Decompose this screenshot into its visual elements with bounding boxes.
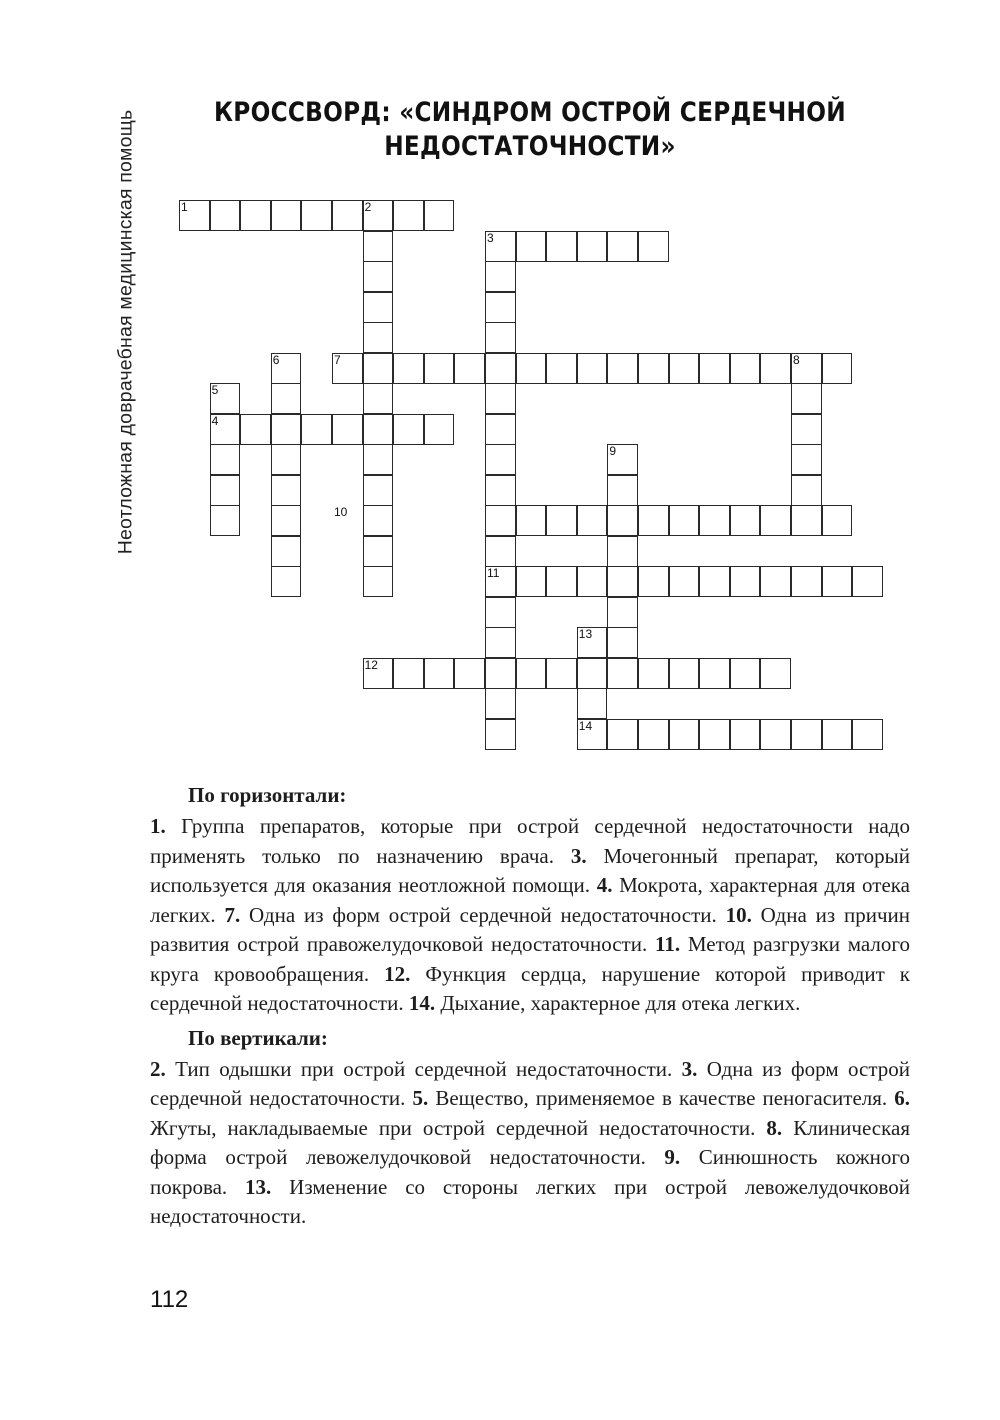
grid-cell[interactable]	[546, 658, 577, 689]
grid-cell[interactable]	[485, 292, 516, 323]
grid-cell[interactable]	[822, 353, 853, 384]
clue-number-label: 1	[181, 200, 188, 214]
clue-text: Вещество, применяемое в качестве пеногасителя.	[428, 1086, 895, 1110]
clue-number: 6.	[894, 1086, 910, 1110]
grid-cell[interactable]	[638, 353, 669, 384]
grid-cell[interactable]	[485, 719, 516, 750]
clue-text: Одна из причин развития острой правожелудочковой недостаточности.	[150, 902, 910, 956]
grid-cell[interactable]	[454, 353, 485, 384]
grid-cell[interactable]	[669, 719, 700, 750]
grid-cell[interactable]	[363, 475, 394, 506]
grid-cell[interactable]	[822, 719, 853, 750]
grid-cell[interactable]	[271, 566, 302, 597]
grid-cell[interactable]	[730, 658, 761, 689]
grid-cell[interactable]	[271, 505, 302, 536]
clues-section	[150, 780, 910, 1232]
grid-cell[interactable]	[822, 505, 853, 536]
grid-cell[interactable]	[760, 566, 791, 597]
grid-cell[interactable]	[485, 505, 516, 536]
grid-cell[interactable]	[577, 566, 608, 597]
grid-cell[interactable]	[332, 200, 363, 231]
grid-cell[interactable]	[271, 444, 302, 475]
grid-cell[interactable]	[638, 505, 669, 536]
grid-cell[interactable]	[516, 231, 547, 262]
grid-cell[interactable]	[363, 261, 394, 292]
grid-cell[interactable]	[516, 353, 547, 384]
grid-cell[interactable]	[485, 444, 516, 475]
clue-number: 2.	[150, 1056, 166, 1081]
grid-cell[interactable]	[791, 566, 822, 597]
grid-cell[interactable]	[363, 353, 394, 384]
clue-number-label: 2	[364, 200, 372, 214]
grid-cell[interactable]	[760, 353, 791, 384]
grid-cell[interactable]	[393, 414, 424, 445]
down-header: По вертикали:	[188, 1025, 328, 1050]
grid-cell[interactable]	[699, 353, 730, 384]
clue-number: 8.	[766, 1115, 783, 1140]
grid-cell[interactable]	[454, 658, 485, 689]
clue-number-label: 10	[334, 505, 348, 519]
across-header: По горизонтали:	[188, 783, 347, 807]
grid-cell[interactable]	[485, 536, 516, 567]
clue-number: 3.	[681, 1056, 698, 1081]
grid-cell[interactable]	[485, 414, 516, 445]
grid-cell[interactable]	[210, 200, 241, 231]
clue-number-label: 3	[487, 230, 494, 245]
clue-number: 11.	[655, 932, 681, 956]
grid-cell[interactable]	[791, 383, 822, 414]
grid-cell[interactable]	[332, 414, 363, 445]
grid-cell[interactable]	[485, 353, 516, 384]
grid-cell[interactable]	[730, 505, 761, 536]
clue-number-label: 12	[364, 657, 378, 672]
grid-cell[interactable]	[424, 353, 455, 384]
grid-cell[interactable]	[791, 444, 822, 475]
grid-cell[interactable]	[577, 505, 608, 536]
running-header: Неотложная доврачебная медицинская помощь	[114, 109, 137, 555]
grid-cell[interactable]	[760, 658, 791, 689]
grid-cell[interactable]	[516, 505, 547, 536]
clue-text: Жгуты, накладываемые при острой сердечной недостаточности.	[150, 1115, 767, 1140]
grid-cell[interactable]	[363, 231, 394, 262]
grid-cell[interactable]	[607, 597, 638, 628]
clue-number: 7.	[224, 902, 241, 927]
grid-cell[interactable]	[607, 566, 638, 597]
grid-cell[interactable]	[546, 505, 577, 536]
grid-cell[interactable]	[607, 627, 638, 658]
grid-cell[interactable]	[210, 475, 241, 506]
grid-cell[interactable]	[301, 414, 332, 445]
grid-cell[interactable]	[699, 505, 730, 536]
clue-number: 9.	[664, 1145, 681, 1169]
grid-cell[interactable]	[424, 414, 455, 445]
grid-cell[interactable]	[546, 231, 577, 262]
grid-cell[interactable]	[638, 231, 669, 262]
grid-cell[interactable]	[485, 475, 516, 506]
grid-cell[interactable]	[669, 353, 700, 384]
grid-cell[interactable]	[638, 658, 669, 689]
grid-cell[interactable]	[485, 627, 516, 658]
grid-cell[interactable]	[271, 536, 302, 567]
grid-cell[interactable]	[210, 505, 241, 536]
grid-cell[interactable]	[669, 566, 700, 597]
clue-text: Изменение со стороны легких при острой левожелудочковой недостаточности.	[150, 1174, 910, 1228]
grid-cell[interactable]	[791, 719, 822, 750]
grid-cell[interactable]	[607, 475, 638, 506]
clue-number: 1.	[150, 814, 166, 838]
grid-cell[interactable]	[546, 566, 577, 597]
grid-cell[interactable]	[822, 566, 853, 597]
grid-cell[interactable]	[607, 505, 638, 536]
clue-text: Одна из форм острой сердечной недостаточности.	[150, 1056, 910, 1110]
clue-number-label: 11	[487, 566, 500, 580]
clue-number-label: 7	[334, 352, 341, 367]
grid-cell[interactable]	[393, 353, 424, 384]
grid-cell[interactable]	[699, 719, 730, 750]
grid-cell[interactable]	[393, 200, 424, 231]
grid-cell[interactable]	[791, 505, 822, 536]
clue-number-label: 13	[578, 627, 593, 641]
grid-cell[interactable]	[485, 383, 516, 414]
grid-cell[interactable]	[760, 719, 791, 750]
grid-cell[interactable]	[607, 719, 638, 750]
grid-cell[interactable]	[240, 414, 271, 445]
across-clues	[150, 812, 910, 1019]
grid-cell[interactable]	[852, 566, 883, 597]
grid-cell[interactable]	[271, 200, 302, 231]
clue-number: 5.	[412, 1086, 429, 1110]
grid-cell[interactable]	[607, 658, 638, 689]
page-title-line-2: НЕДОСТАТОЧНОСТИ»	[384, 131, 676, 162]
clue-text: Одна из форм острой сердечной недостаточности.	[240, 902, 726, 927]
grid-cell[interactable]	[516, 658, 547, 689]
grid-cell[interactable]	[485, 322, 516, 353]
grid-cell[interactable]	[730, 566, 761, 597]
clue-number: 13.	[245, 1174, 272, 1199]
grid-cell[interactable]	[363, 292, 394, 323]
grid-cell[interactable]	[638, 566, 669, 597]
grid-cell[interactable]	[240, 200, 271, 231]
clue-text: Синюшность кожного покрова.	[150, 1145, 910, 1199]
grid-cell[interactable]	[271, 414, 302, 445]
grid-cell[interactable]	[516, 566, 547, 597]
grid-cell[interactable]	[363, 414, 394, 445]
clue-text: Метод разгрузки малого круга кровообращения.	[150, 932, 911, 986]
grid-cell[interactable]	[485, 658, 516, 689]
clue-number-label: 9	[609, 444, 617, 458]
clue-text: Мочегонный препарат, который используется для оказания неотложной помощи.	[150, 843, 910, 897]
grid-cell[interactable]	[852, 719, 883, 750]
grid-cell[interactable]	[301, 200, 332, 231]
grid-cell[interactable]	[791, 414, 822, 445]
clue-text: Клиническая форма острой левожелудочковой недостаточности.	[150, 1115, 910, 1169]
grid-cell[interactable]	[699, 658, 730, 689]
clue-number: 12.	[384, 961, 411, 986]
grid-cell[interactable]	[791, 475, 822, 506]
clue-number-label: 6	[272, 352, 280, 367]
grid-cell[interactable]	[669, 505, 700, 536]
grid-cell[interactable]	[730, 719, 761, 750]
clue-text: Дыхание, характерное для отека легких.	[435, 991, 801, 1015]
grid-cell[interactable]	[607, 231, 638, 262]
grid-cell[interactable]	[607, 536, 638, 567]
clue-text: Группа препаратов, которые при острой сердечной недостаточности надо применять только по назначению врача.	[150, 814, 910, 868]
grid-cell[interactable]	[424, 658, 455, 689]
grid-cell[interactable]	[485, 597, 516, 628]
clue-number: 3.	[570, 843, 587, 868]
grid-cell[interactable]	[638, 719, 669, 750]
clue-number-label: 14	[578, 718, 593, 733]
down-clues	[150, 1055, 910, 1232]
page-number: 112	[150, 1286, 189, 1313]
grid-cell[interactable]	[485, 688, 516, 719]
grid-cell[interactable]	[210, 444, 241, 475]
grid-cell[interactable]	[577, 231, 608, 262]
clue-number: 4.	[596, 873, 613, 897]
page-title-line-1: КРОССВОРД: «СИНДРОМ ОСТРОЙ СЕРДЕЧНОЙ	[214, 97, 846, 128]
clue-text: Мокрота, характерная для отека легких.	[150, 873, 910, 927]
grid-cell[interactable]	[730, 353, 761, 384]
grid-cell[interactable]	[424, 200, 455, 231]
grid-cell[interactable]	[577, 658, 608, 689]
grid-cell[interactable]	[363, 505, 394, 536]
grid-cell[interactable]	[760, 505, 791, 536]
clue-text: Функция сердца, нарушение которой приводит к сердечной недостаточности.	[150, 961, 910, 1015]
grid-cell[interactable]	[669, 658, 700, 689]
grid-cell[interactable]	[577, 353, 608, 384]
grid-cell[interactable]	[363, 566, 394, 597]
grid-cell[interactable]	[546, 353, 577, 384]
grid-cell[interactable]	[271, 475, 302, 506]
grid-cell[interactable]	[363, 444, 394, 475]
grid-cell[interactable]	[577, 688, 608, 719]
grid-cell[interactable]	[271, 383, 302, 414]
clue-number-label: 4	[211, 413, 219, 428]
clue-number-label: 5	[211, 383, 219, 397]
grid-cell[interactable]	[607, 353, 638, 384]
grid-cell[interactable]	[699, 566, 730, 597]
grid-cell[interactable]	[363, 322, 394, 353]
clue-number: 10.	[725, 902, 752, 927]
grid-cell[interactable]	[363, 383, 394, 414]
clue-number-label: 8	[793, 352, 800, 367]
grid-cell[interactable]	[363, 536, 394, 567]
clue-number: 14.	[408, 991, 436, 1015]
grid-cell[interactable]	[393, 658, 424, 689]
grid-cell[interactable]	[485, 261, 516, 292]
clue-text: Тип одышки при острой сердечной недостаточности.	[165, 1056, 682, 1081]
